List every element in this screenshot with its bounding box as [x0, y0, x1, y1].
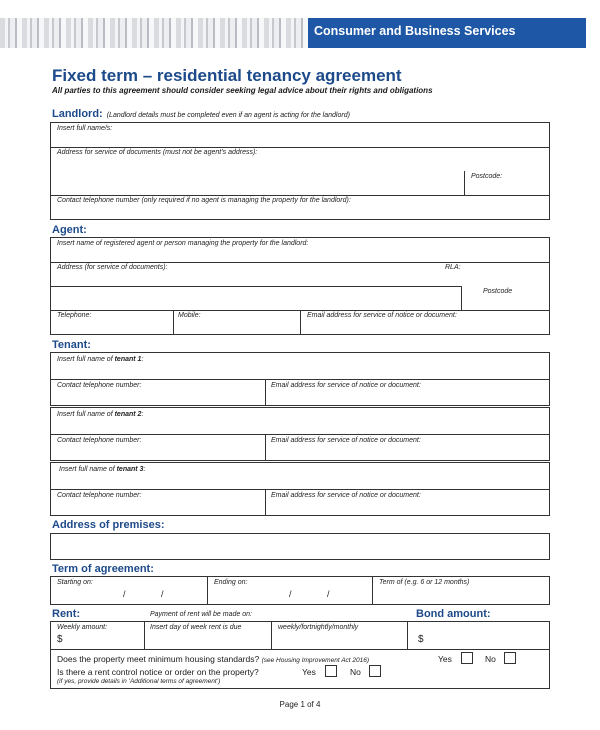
date-separator: / — [327, 589, 330, 599]
divider — [461, 286, 462, 310]
landlord-section-box — [50, 122, 550, 220]
divider — [144, 622, 145, 649]
tenant-1-phone-field[interactable]: Contact telephone number: — [57, 382, 142, 389]
divider — [51, 379, 549, 380]
currency-symbol: $ — [57, 634, 63, 645]
date-separator: / — [289, 589, 292, 599]
tenant-3-box — [50, 462, 550, 516]
divider — [265, 379, 266, 405]
q1-yes-checkbox[interactable] — [461, 652, 473, 664]
bond-amount-field[interactable]: $ — [418, 634, 424, 645]
tenant-3-email-field[interactable]: Email address for service of notice or document: — [271, 492, 421, 499]
q1-no-checkbox[interactable] — [504, 652, 516, 664]
premises-address-field[interactable] — [50, 533, 550, 560]
agent-section-box — [50, 237, 550, 335]
divider — [407, 622, 408, 649]
agent-name-field[interactable]: Insert name of registered agent or person managing the property for the landlord: — [57, 240, 309, 247]
document-title: Fixed term – residential tenancy agreement — [52, 66, 402, 85]
page-number: Page 1 of 4 — [279, 700, 321, 709]
divider — [51, 286, 461, 287]
date-separator: / — [123, 589, 126, 599]
landlord-names-field[interactable]: Insert full name/s: — [57, 125, 113, 132]
q2-yes-checkbox[interactable] — [325, 665, 337, 677]
agent-rla-field[interactable]: RLA: — [445, 264, 461, 271]
divider — [372, 577, 373, 604]
divider — [265, 434, 266, 460]
divider — [464, 171, 465, 195]
divider — [271, 622, 272, 649]
rent-weekly-amount-field[interactable]: Weekly amount: — [57, 624, 108, 631]
rent-frequency-field[interactable]: weekly/fortnightly/monthly — [278, 624, 359, 631]
divider — [51, 649, 549, 650]
divider — [51, 434, 549, 435]
tenant-3-name-field[interactable]: Insert full name of tenant 3: — [59, 466, 146, 473]
landlord-address-field[interactable]: Address for service of documents (must not be agent’s address): — [57, 149, 258, 156]
tenant-2-box — [50, 407, 550, 461]
divider — [265, 489, 266, 515]
divider — [207, 577, 208, 604]
tenant-1-email-field[interactable]: Email address for service of notice or document: — [271, 382, 421, 389]
q1-yes-label: Yes — [438, 654, 452, 664]
divider — [51, 262, 549, 263]
term-heading: Term of agreement: — [52, 563, 154, 575]
premises-heading: Address of premises: — [52, 519, 165, 531]
agent-postcode-field[interactable]: Postcode — [483, 288, 513, 295]
tenant-1-name-field[interactable]: Insert full name of tenant 1: — [57, 356, 144, 363]
landlord-heading — [52, 108, 350, 120]
tenant-3-phone-field[interactable]: Contact telephone number: — [57, 492, 142, 499]
organisation-name: Consumer and Business Services — [314, 24, 516, 38]
rent-control-note: (if yes, provide details in ‘Additional terms of agreement’) — [57, 678, 221, 685]
rent-heading: Rent: — [52, 608, 81, 620]
tenant-2-name-field[interactable]: Insert full name of tenant 2: — [57, 411, 144, 418]
divider — [300, 310, 301, 334]
landlord-heading-label: Landlord: — [52, 108, 103, 120]
agent-heading: Agent: — [52, 224, 87, 236]
tenant-2-phone-field[interactable]: Contact telephone number: — [57, 437, 142, 444]
q2-no-checkbox[interactable] — [369, 665, 381, 677]
q2-no-label: No — [350, 667, 361, 677]
tenant-2-email-field[interactable]: Email address for service of notice or document: — [271, 437, 421, 444]
tenant-1-box — [50, 352, 550, 406]
term-start-field[interactable]: Starting on: — [57, 579, 93, 586]
q2-yes-label: Yes — [302, 667, 316, 677]
bond-heading: Bond amount: — [416, 608, 491, 620]
divider — [173, 310, 174, 334]
agent-email-field[interactable]: Email address for service of notice or document: — [307, 312, 457, 319]
term-length-field[interactable]: Term of (e.g. 6 or 12 months) — [379, 579, 470, 586]
header-banner — [0, 18, 600, 48]
header-stripe-pattern — [0, 18, 308, 48]
divider — [51, 489, 549, 490]
landlord-postcode-field[interactable]: Postcode: — [471, 173, 503, 180]
term-box — [50, 576, 550, 605]
divider — [51, 147, 549, 148]
landlord-phone-field[interactable]: Contact telephone number (only required if no agent is managing the property for the landlord): — [57, 197, 351, 204]
rent-payment-note: Payment of rent will be made on: — [150, 611, 252, 618]
document-subtitle: All parties to this agreement should consider seeking legal advice about their rights and obligations — [52, 86, 433, 95]
rent-bond-box — [50, 621, 550, 689]
rent-due-day-field[interactable]: Insert day of week rent is due — [150, 624, 242, 631]
date-separator: / — [161, 589, 164, 599]
question-housing-standards: Does the property meet minimum housing standards? (see Housing Improvement Act 2016) — [57, 654, 370, 664]
agent-telephone-field[interactable]: Telephone: — [57, 312, 92, 319]
divider — [51, 195, 549, 196]
agent-address-field[interactable]: Address (for service of documents): — [57, 264, 168, 271]
agent-mobile-field[interactable]: Mobile: — [178, 312, 201, 319]
q1-no-label: No — [485, 654, 496, 664]
term-end-field[interactable]: Ending on: — [214, 579, 248, 586]
tenant-heading: Tenant: — [52, 339, 91, 351]
question-rent-control: Is there a rent control notice or order on the property? — [57, 667, 259, 677]
landlord-note: (Landlord details must be completed even if an agent is acting for the landlord) — [106, 112, 350, 119]
